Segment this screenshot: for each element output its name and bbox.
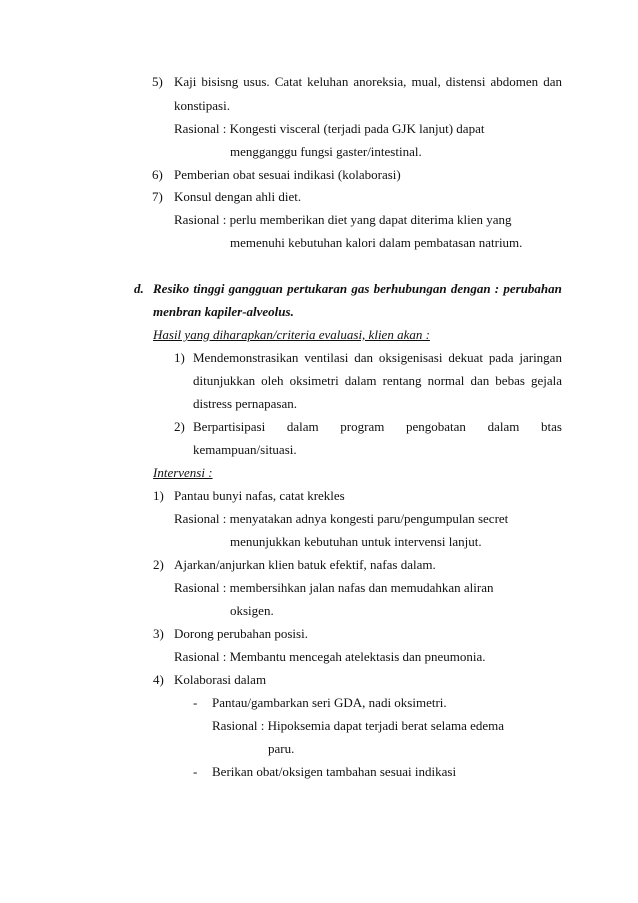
list-item-text: Ajarkan/anjurkan klien batuk efektif, nafas dalam. <box>174 557 436 572</box>
list-number: 2) <box>153 557 164 572</box>
list-number: 2) <box>174 419 185 434</box>
list-item-text: ditunjukkan oleh oksimetri dalam rentang normal dan bebas gejala <box>193 373 562 388</box>
rationale-text: Rasional : menyatakan adnya kongesti paru/pengumpulan secret <box>174 511 509 526</box>
section-title: Resiko tinggi gangguan pertukaran gas berhubungan dengan : perubahan <box>153 281 562 296</box>
rationale-text: Rasional : perlu memberikan diet yang dapat diterima klien yang <box>174 212 512 227</box>
list-item-text: Konsul dengan ahli diet. <box>174 189 302 204</box>
list-item-text: Pantau bunyi nafas, catat krekles <box>174 488 345 503</box>
list-item-text: distress pernapasan. <box>193 396 297 411</box>
list-number: 1) <box>153 488 164 503</box>
sub-item-text: Pantau/gambarkan seri GDA, nadi oksimetri. <box>212 695 447 710</box>
list-item-text: Pemberian obat sesuai indikasi (kolaborasi) <box>174 167 401 182</box>
list-number: 7) <box>152 189 163 204</box>
list-item-text: Mendemonstrasikan ventilasi dan oksigenisasi dekuat pada jaringan <box>193 350 562 365</box>
rationale-text: Rasional : membersihkan jalan nafas dan memudahkan aliran <box>174 580 494 595</box>
list-number: 4) <box>153 672 164 687</box>
rationale-text: Rasional : Kongesti visceral (terjadi pada GJK lanjut) dapat <box>174 121 485 136</box>
list-item-text: Berpartisipasi dalam program pengobatan dalam btas <box>193 419 562 434</box>
intervensi-heading: Intervensi : <box>153 465 213 480</box>
hasil-heading: Hasil yang diharapkan/criteria evaluasi, klien akan : <box>153 327 430 342</box>
section-title: menbran kapiler-alveolus. <box>153 304 294 319</box>
rationale-text: mengganggu fungsi gaster/intestinal. <box>230 144 422 159</box>
list-item-text: konstipasi. <box>174 98 230 113</box>
rationale-text: oksigen. <box>230 603 274 618</box>
rationale-text: Rasional : Membantu mencegah atelektasis dan pneumonia. <box>174 649 486 664</box>
dash-bullet: - <box>193 764 198 779</box>
list-item-text: Kolaborasi dalam <box>174 672 267 687</box>
rationale-text: paru. <box>268 741 295 756</box>
list-number: 1) <box>174 350 185 365</box>
list-number: 5) <box>152 74 163 89</box>
rationale-text: menunjukkan kebutuhan untuk intervensi lanjut. <box>230 534 482 549</box>
list-item-text: Kaji bisisng usus. Catat keluhan anoreksia, mual, distensi abdomen dan <box>174 74 562 89</box>
list-number: 6) <box>152 167 163 182</box>
rationale-text: Rasional : Hipoksemia dapat terjadi berat selama edema <box>212 718 505 733</box>
list-number: 3) <box>153 626 164 641</box>
sub-item-text: Berikan obat/oksigen tambahan sesuai indikasi <box>212 764 457 779</box>
list-item-text: kemampuan/situasi. <box>193 442 297 457</box>
section-letter: d. <box>134 281 144 296</box>
dash-bullet: - <box>193 695 198 710</box>
rationale-text: memenuhi kebutuhan kalori dalam pembatasan natrium. <box>230 235 523 250</box>
list-item-text: Dorong perubahan posisi. <box>174 626 308 641</box>
